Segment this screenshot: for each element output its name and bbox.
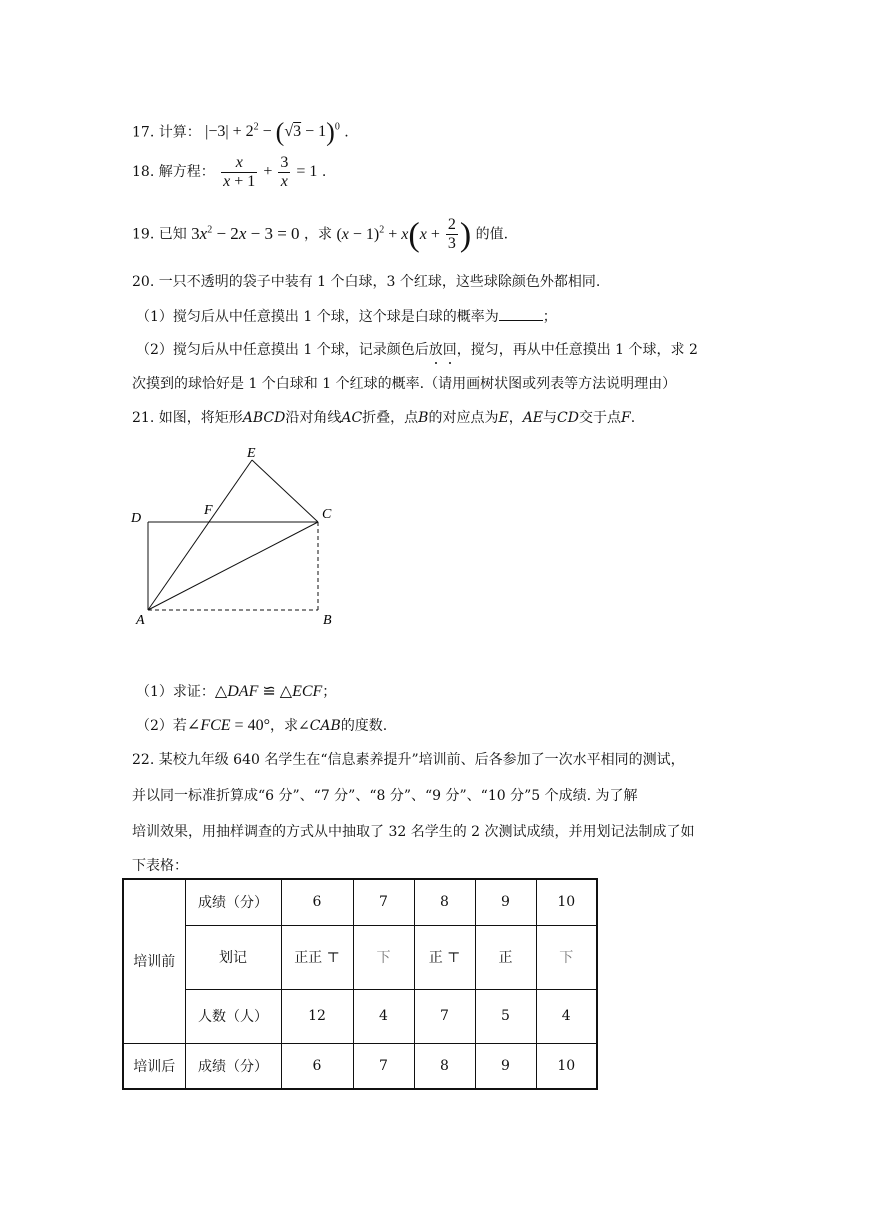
question-22-line-1: 22. 某校九年级 640 名学生在“信息素养提升”培训前、后各参加了一次水平相同的测试， <box>132 752 685 768</box>
stem-text: 的对应点为 <box>428 410 499 426</box>
tally-cell: 正 <box>475 925 536 989</box>
tally-cell: 下 <box>353 925 414 989</box>
condition-19: $3x^2 - 2x - 3 = 0$ <box>191 223 300 243</box>
angle-var: ∠CAB <box>297 718 341 734</box>
var: CD <box>557 410 579 426</box>
question-label: 计算： <box>158 124 201 141</box>
var: B <box>418 410 429 426</box>
question-21-stem <box>132 408 635 428</box>
table-row <box>123 925 597 989</box>
stem-text: 沿对角线 <box>285 410 342 426</box>
table-cell: 8 <box>414 1043 475 1089</box>
angle-condition: ∠FCE = 40° <box>186 717 270 734</box>
table-cell: 8 <box>414 879 475 925</box>
table-cell: 12 <box>281 989 353 1043</box>
question-22-line-3: 培训效果，用抽样调查的方式从中抽取了 32 名学生的 2 次测试成绩，并用划记法制成了如 <box>132 824 695 840</box>
question-22-line-4: 下表格： <box>132 858 188 874</box>
stem-text: 折叠，点 <box>362 410 419 426</box>
question-22-line-2: 并以同一标准折算成“6 分”、“7 分”、“8 分”、“9 分”、“10 分”5 个成绩. 为了解 <box>132 788 638 804</box>
part-2-text-a: （2）搅匀后从中任意摸出 1 个球，记录颜色后 <box>136 342 429 358</box>
stem-text: . <box>630 410 636 426</box>
table-cell: 9 <box>475 1043 536 1089</box>
table-row <box>123 1043 597 1089</box>
table-cell: 10 <box>536 879 597 925</box>
part-1-end: ； <box>322 684 337 700</box>
emphasis-char: 放 <box>428 342 443 358</box>
tally-cell: 下 <box>536 925 597 989</box>
question-21-part-2 <box>136 716 387 736</box>
emphasis-char: 回 <box>442 342 457 358</box>
stem-text: 21. 如图，将矩形 <box>132 410 243 426</box>
question-20-part-1 <box>136 306 557 327</box>
label-C: C <box>322 507 332 522</box>
stem-text: 交于点 <box>578 410 621 426</box>
table-row <box>123 879 597 925</box>
row-header: 成绩（分） <box>185 879 281 925</box>
table-cell: 4 <box>353 989 414 1043</box>
stem-text: 与 <box>543 410 558 426</box>
question-21-part-1 <box>136 682 336 702</box>
var: E <box>498 410 509 426</box>
part-2-text: （2）若 <box>136 718 187 734</box>
table-cell: 10 <box>536 1043 597 1089</box>
question-17 <box>132 117 349 147</box>
part-1-text: （1）求证： <box>136 684 215 700</box>
part-1-end: ； <box>542 309 557 325</box>
question-end: . <box>321 164 327 180</box>
part-2-text-b: ，搅匀，再从中任意摸出 1 个球，求 2 <box>456 342 698 358</box>
table-cell: 5 <box>475 989 536 1043</box>
var: F <box>620 410 631 426</box>
segment-AE <box>148 460 252 610</box>
tally-cell: 正正 ⊤ <box>281 925 353 989</box>
question-18 <box>132 152 326 192</box>
question-number: 19. <box>132 226 155 243</box>
table-cell: 9 <box>475 879 536 925</box>
segment-EC <box>252 460 318 522</box>
question-20-part-2 <box>136 340 698 360</box>
label-F: F <box>204 503 213 518</box>
expression-17: $|-3| + 2^2 - (√3 - 1)^0$ <box>205 117 340 147</box>
table-row <box>123 989 597 1043</box>
tally-cell: 正 ⊤ <box>414 925 475 989</box>
label-A: A <box>136 613 145 628</box>
segment-AC <box>148 522 318 610</box>
table-cell: 6 <box>281 879 353 925</box>
part-2-end: 的度数. <box>340 718 388 734</box>
table-cell: 7 <box>353 1043 414 1089</box>
table-cell: 4 <box>536 989 597 1043</box>
geometry-figure <box>128 440 348 640</box>
question-20-stem: 20. 一只不透明的袋子中装有 1 个白球，3 个红球，这些球除颜色外都相同. <box>132 274 601 290</box>
question-19 <box>132 208 508 257</box>
table-cell: 6 <box>281 1043 353 1089</box>
question-number: 17. <box>132 124 155 141</box>
question-mid: ，求 <box>304 226 332 243</box>
part-1-text: （1）搅匀后从中任意摸出 1 个球，这个球是白球的概率为 <box>136 309 499 325</box>
answer-blank[interactable] <box>499 306 543 321</box>
equation-18: $\frac{x}{x + 1}$ + $\frac{3}{x}$ = 1 <box>223 153 318 190</box>
part-2-mid: ，求 <box>269 718 298 734</box>
question-20-part-2-cont: 次摸到的球恰好是 1 个白球和 1 个红球的概率.（请用画树状图或列表等方法说明理由） <box>132 376 677 392</box>
question-number: 18. <box>132 164 155 180</box>
label-B: B <box>323 613 332 628</box>
var: ABCD <box>242 410 286 426</box>
score-table <box>122 878 598 1090</box>
expression-19: $(x - 1)^2 + x(x$ + $\frac{2}{3}$ ) <box>336 215 472 253</box>
stem-text: ， <box>508 410 523 426</box>
label-D: D <box>131 511 142 526</box>
group-after: 培训后 <box>123 1043 185 1089</box>
var: AE <box>522 410 544 426</box>
table-cell: 7 <box>414 989 475 1043</box>
question-label: 解方程： <box>158 164 215 180</box>
question-label: 已知 <box>158 226 187 243</box>
congruence-expression: △DAF ≌ △ECF <box>214 683 323 700</box>
question-end: 的值. <box>475 226 509 243</box>
row-header: 划记 <box>185 925 281 989</box>
table-cell: 7 <box>353 879 414 925</box>
row-header: 人数（人） <box>185 989 281 1043</box>
label-E: E <box>247 446 256 461</box>
question-end: . <box>344 124 349 141</box>
row-header: 成绩（分） <box>185 1043 281 1089</box>
group-before: 培训前 <box>123 879 185 1043</box>
var: AC <box>341 410 363 426</box>
